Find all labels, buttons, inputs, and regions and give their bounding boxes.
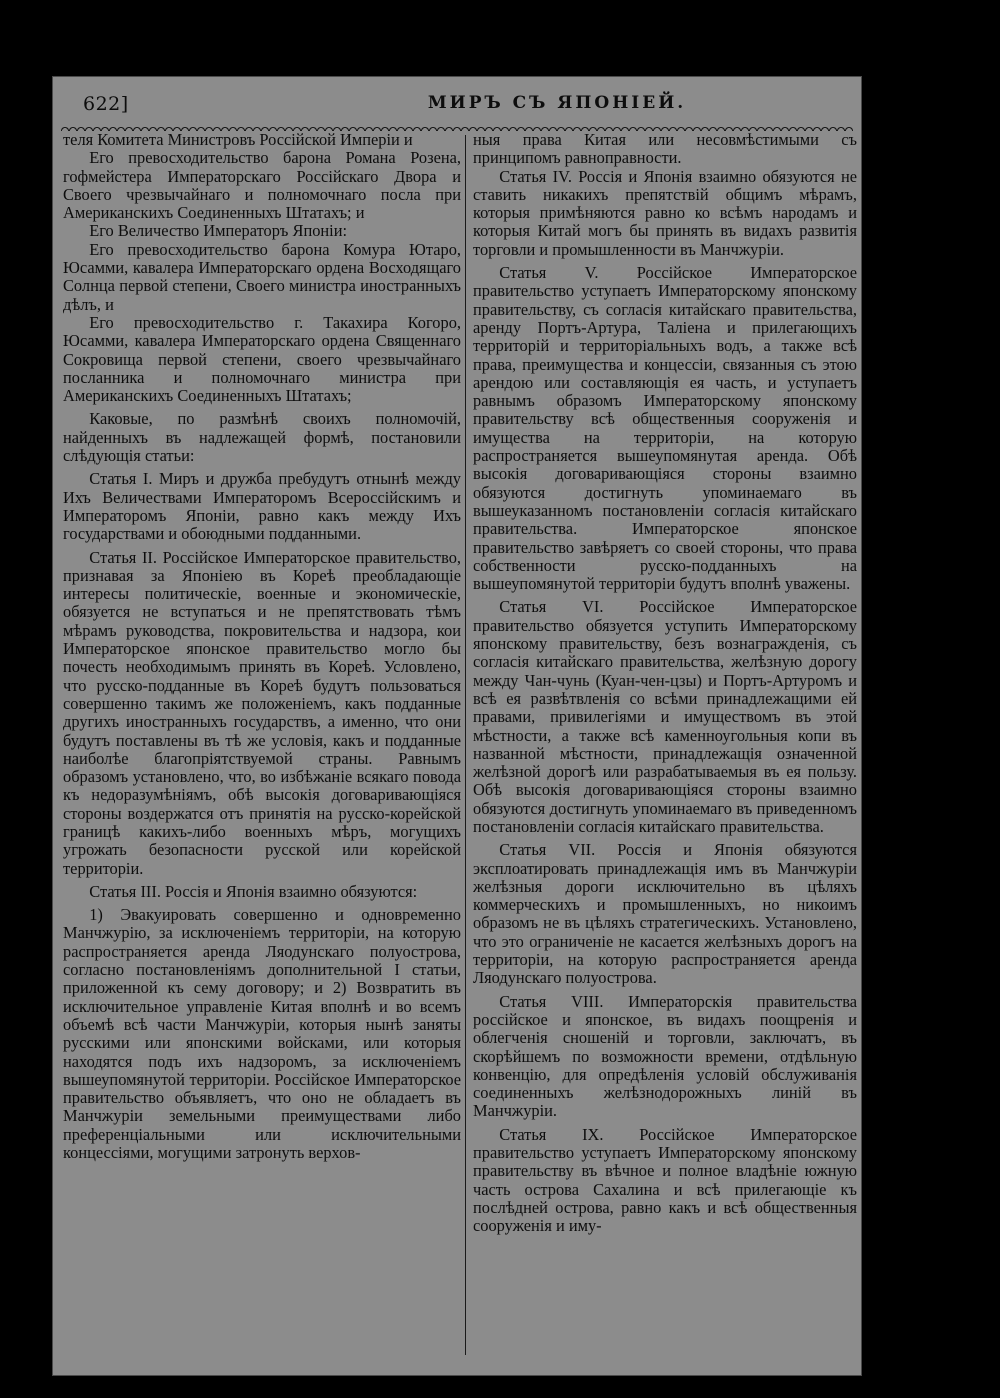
paragraph: Его Величество Императоръ Японіи: xyxy=(89,221,348,241)
paragraph: теля Комитета Министровъ Россійской Имперіи и xyxy=(63,131,413,149)
paragraph: ныя права Китая или несовмѣстимыми съ принципомъ равноправности. xyxy=(473,131,857,168)
running-head: МИРЪ СЪ ЯПОНІЕЙ. xyxy=(427,93,687,113)
paragraph-article-1: Статья I. Миръ и дружба пребудутъ отнынѣ между Ихъ Величествами Императоромъ Всероссійскимъ и Императоромъ Японіи, равно какъ между Ихъ государствами и обоюдными подданными. xyxy=(63,469,461,544)
paragraph-article-7: Статья VII. Россія и Японія обязуются эксплоатировать принадлежащія имъ въ Манчжуріи желѣзныя дороги исключительно въ цѣляхъ коммерческихъ и промышленныхъ, но никоимъ образомъ не въ цѣляхъ стратегическихъ. Установлено, что это ограниченіе не касается желѣзныхъ дорогъ на территоріи, на которую распространяется аренда Ляодунскаго полуострова. xyxy=(473,840,857,988)
paragraph-article-6: Статья VI. Россійское Императорское правительство обязуется уступить Императорскому японскому правительству, безъ вознагражденія, съ согласія китайскаго правительства, желѣзную дорогу между Чан-чунь (Куан-чен-цзы) и Портъ-Артуромъ и всѣ ея развѣтвленія со всѣми принадлежащими ей правами, привилегіями и имуществомъ въ этой мѣстности, а также всѣ каменноугольныя копи въ названной мѣстности, принадлежащія означенной желѣзной дорогѣ или разрабатываемыя въ ея пользу. Обѣ высокія договаривающіяся стороны взаимно обязуются достигнуть упоминаемаго въ приведенномъ постановленіи согласія китайскаго правительства. xyxy=(473,597,857,836)
left-column xyxy=(63,131,461,1361)
paragraph-article-4: Статья IV. Россія и Японія взаимно обязуются не ставить никакихъ препятствій общимъ мѣрамъ, которыя примѣняются равно ко всѣмъ народамъ и которыя Китай могъ бы принять въ видахъ развитія торговли и промышленности въ Манчжуріи. xyxy=(473,166,857,259)
paragraph-article-3: Статья III. Россія и Японія взаимно обязуются: xyxy=(89,881,418,901)
page-number: 622] xyxy=(83,93,129,115)
paragraph: Его превосходительство барона Романа Розена, гофмейстера Императорскаго Россійскаго Двора и Своего чрезвычайнаго и полномочнаго посла при Американскихъ Соединенныхъ Штатахъ; и xyxy=(63,148,461,223)
paragraph-article-2: Статья II. Россійское Императорское правительство, признавая за Японіею въ Кореѣ преобладающіе интересы политическіе, военные и экономическіе, обязуется не вступаться и не препятствовать тѣмъ мѣрамъ руководства, покровительства и надзора, кои Императорское японское правительство могло бы почесть необходимымъ принять въ Кореѣ. Условлено, что русско-подданные въ Кореѣ будутъ пользоваться совершенно такимъ же положеніемъ, какъ подданные другихъ иностранныхъ государствъ, а именно, что они будутъ поставлены въ тѣ же условія, какъ и подданные наиболѣе благопріятствуемой страны. Равнымъ образомъ установлено, что, во избѣжаніе всякаго повода къ недоразумѣніямъ, обѣ высокія договаривающіяся стороны воздержатся отъ принятія на русско-корейской границѣ какихъ-либо военныхъ мѣръ, могущихъ угрожать безопасности русской или корейской территоріи. xyxy=(63,547,461,878)
document-page xyxy=(52,76,862,1376)
paragraph: Его превосходительство барона Комура Ютаро, Юсамми, кавалера Императорскаго ордена Восходящаго Солнца первой степени, Своего министра иностранныхъ дѣлъ, и xyxy=(63,239,461,314)
right-column xyxy=(473,131,863,1361)
paragraph-article-5: Статья V. Россійское Императорское правительство уступаетъ Императорскому японскому правительству, съ согласія китайскаго правительства, аренду Портъ-Артура, Таліена и прилегающихъ территорій и территоріальныхъ водъ, а также всѣ права, преимущества и концессіи, связанныя съ этою арендою или составляющія ея часть, и уступаетъ равнымъ образомъ Императорскому японскому правительству всѣ общественныя сооруженія и имущества на территоріи, на которую распространяется вышеупомянутая аренда. Обѣ высокія договаривающіяся стороны взаимно обязуются достигнуть упоминаемаго въ вышеуказанномъ постановленіи согласія китайскаго правительства. Императорское японское правительство завѣряетъ со своей стороны, что права собственности русско-подданныхъ на вышеупомянутой территоріи будутъ вполнѣ уважены. xyxy=(473,263,857,594)
paragraph-article-8: Статья VIII. Императорскія правительства россійское и японское, въ видахъ поощренія и облегченія сношеній и торговли, заключатъ, въ скорѣйшемъ по возможности времени, отдѣльную конвенцію, для опредѣленія условій обслуживанія соединенныхъ желѣзнодорожныхъ линій въ Манчжуріи. xyxy=(473,991,857,1121)
paragraph: Его превосходительство г. Такахира Когоро, Юсамми, кавалера Императорскаго ордена Священнаго Сокровища первой степени, своего чрезвычайнаго посланника и полномочнаго министра при Американскихъ Соединенныхъ Штатахъ; xyxy=(63,312,461,406)
paragraph: 1) Эвакуировать совершенно и одновременно Манчжурію, за исключеніемъ территоріи, на которую распространяется аренда Ляодунскаго полуострова, согласно постановленіямъ дополнительной I статьи, приложенной къ сему договору; и 2) Возвратить въ исключительное управленіе Китая вполнѣ и во всемъ объемѣ всѣ части Манчжуріи, которыя нынѣ заняты русскими или японскими войсками, или которыя находятся подъ ихъ надзоромъ, за исключеніемъ вышеупомянутой территоріи. Россійское Императорское правительство объявляетъ, что оно не обладаетъ въ Манчжуріи земельными преимуществами либо преференціальными или исключительными концессіями, могущими затронуть верхов- xyxy=(63,905,461,1163)
paragraph-article-9: Статья IX. Россійское Императорское правительство уступаетъ Императорскому японскому правительству въ вѣчное и полное владѣніе южную часть острова Сахалина и всѣ прилегающіе къ послѣдней острова, равно какъ и всѣ общественныя сооруженія и иму- xyxy=(473,1124,857,1236)
column-divider xyxy=(465,135,466,1355)
paragraph: Каковые, по размѣнѣ своихъ полномочій, найденныхъ въ надлежащей формѣ, постановили слѣдующія статьи: xyxy=(63,409,461,466)
